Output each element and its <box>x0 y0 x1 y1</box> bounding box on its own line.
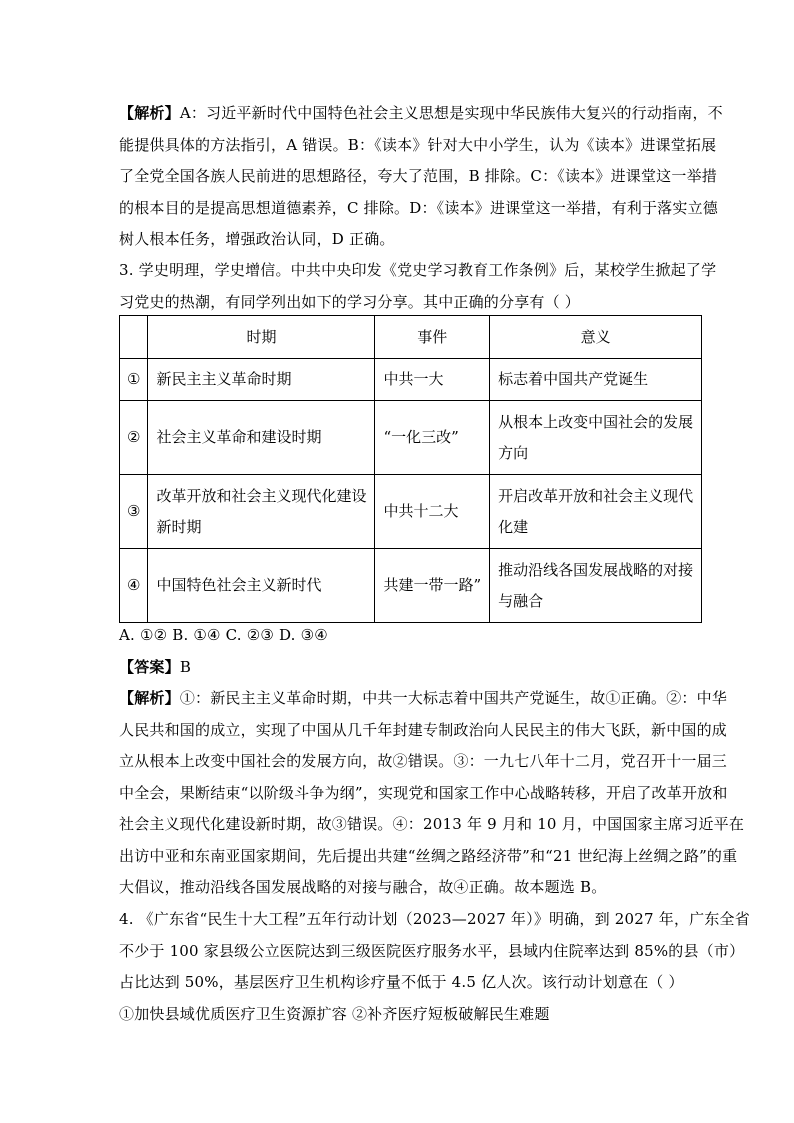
analysis-q3-line-5: 社会主义现代化建设新时期，故③错误。④：2013 年 9 月和 10 月，中国国家主席习近平在 <box>119 815 745 833</box>
question-3-answer <box>119 652 679 684</box>
analysis-label: 【解析】 <box>119 689 180 707</box>
question-3-options-block <box>119 620 679 683</box>
question-3-line-2: 习党史的热潮，有同学列出如下的学习分享。其中正确的分享有（ ） <box>119 292 580 311</box>
analysis-q2-line-3: 了全党全国各族人民前进的思想路径，夸大了范围，B 排除。C：《读本》进课堂这一举措 <box>119 167 717 185</box>
header-cell-num <box>120 316 148 359</box>
analysis-q2 <box>119 98 723 256</box>
header-cell-meaning: 意义 <box>490 316 702 359</box>
row-period: 改革开放和社会主义现代化建设 新时期 <box>148 475 375 549</box>
analysis-q3-line-4: 中全会，果断结束“以阶级斗争为纲”，实现党和国家工作中心战略转移，开启了改革开放和 <box>119 783 728 802</box>
row-event: 中共一大 <box>375 359 490 401</box>
header-cell-event: 事件 <box>375 316 490 359</box>
row-meaning: 开启改革开放和社会主义现代 化建 <box>490 475 702 549</box>
question-3-stem <box>119 255 717 318</box>
question-4-stem <box>119 904 750 1030</box>
row-event: “一化三改” <box>375 401 490 475</box>
row-period: 社会主义革命和建设时期 <box>148 401 375 475</box>
analysis-q2-line-1: 【解析】A：习近平新时代中国特色社会主义思想是实现中华民族伟大复兴的行动指南，不 <box>119 104 723 122</box>
question-4-choices: ①加快县域优质医疗卫生资源扩容 ②补齐医疗短板破解民生难题 <box>119 1004 550 1023</box>
table-row <box>120 475 702 549</box>
row-number: ① <box>120 359 148 401</box>
question-4-line-1: 4. 《广东省“民生十大工程”五年行动计划（2023—2027 年）》明确，到 2027 年，广东全省 <box>119 910 750 928</box>
answer-label: 【答案】 <box>119 657 180 676</box>
analysis-q2-line-4: 的根本目的是提高思想道德素养，C 排除。D：《读本》进课堂这一举措，有利于落实立德 <box>119 198 718 217</box>
row-period: 中国特色社会主义新时代 <box>148 549 375 623</box>
header-cell-period: 时期 <box>148 316 375 359</box>
question-4-line-3: 占比达到 50%，基层医疗卫生机构诊疗量不低于 4.5 亿人次。该行动计划意在（ ） <box>119 973 684 991</box>
row-meaning: 从根本上改变中国社会的发展 方向 <box>490 401 702 475</box>
row-number: ② <box>120 401 148 475</box>
question-4-line-2: 不少于 100 家县级公立医院达到三级医院医疗服务水平，县域内住院率达到 85%的县（市） <box>119 941 745 960</box>
analysis-q2-line-5: 树人根本任务，增强政治认同，D 正确。 <box>119 230 395 248</box>
table-header-row <box>120 316 702 359</box>
analysis-q3-line-2: 人民共和国的成立，实现了中国从几千年封建专制政治向人民民主的伟大飞跃，新中国的成 <box>119 720 728 739</box>
row-number: ④ <box>120 549 148 623</box>
row-event: 共建一带一路” <box>375 549 490 623</box>
analysis-q3-line-3: 立从根本上改变中国社会的发展方向，故②错误。③：一九七八年十二月，党召开十一届三 <box>119 752 728 770</box>
row-event: 中共十二大 <box>375 475 490 549</box>
row-period: 新民主主义革命时期 <box>148 359 375 401</box>
analysis-q3-line-7: 大倡议，推动沿线各国发展战略的对接与融合，故④正确。故本题选 B。 <box>119 878 607 896</box>
question-3-line-1: 3. 学史明理，学史增信。中共中央印发《党史学习教育工作条例》后，某校学生掀起了学 <box>119 261 717 279</box>
analysis-q3-line-6: 出访中亚和东南亚国家期间，先后提出共建“丝绸之路经济带”和“21 世纪海上丝绸之路”的重 <box>119 846 738 865</box>
row-number: ③ <box>120 475 148 549</box>
row-meaning: 推动沿线各国发展战略的对接 与融合 <box>490 549 702 623</box>
question-3-table <box>119 315 702 623</box>
analysis-label: 【解析】 <box>119 104 180 122</box>
answer-value: B <box>179 657 192 676</box>
table-row <box>120 401 702 475</box>
question-3-options: A. ①② B. ①④ C. ②③ D. ③④ <box>119 626 328 644</box>
row-meaning: 标志着中国共产党诞生 <box>490 359 702 401</box>
analysis-q3 <box>119 683 745 904</box>
analysis-q2-line-2: 能提供具体的方法指引，A 错误。B：《读本》针对大中小学生，认为《读本》进课堂拓展 <box>119 135 717 154</box>
table-row <box>120 549 702 623</box>
table-row <box>120 359 702 401</box>
analysis-q3-line-1: 【解析】①：新民主主义革命时期，中共一大标志着中国共产党诞生，故①正确。②：中华 <box>119 689 728 707</box>
